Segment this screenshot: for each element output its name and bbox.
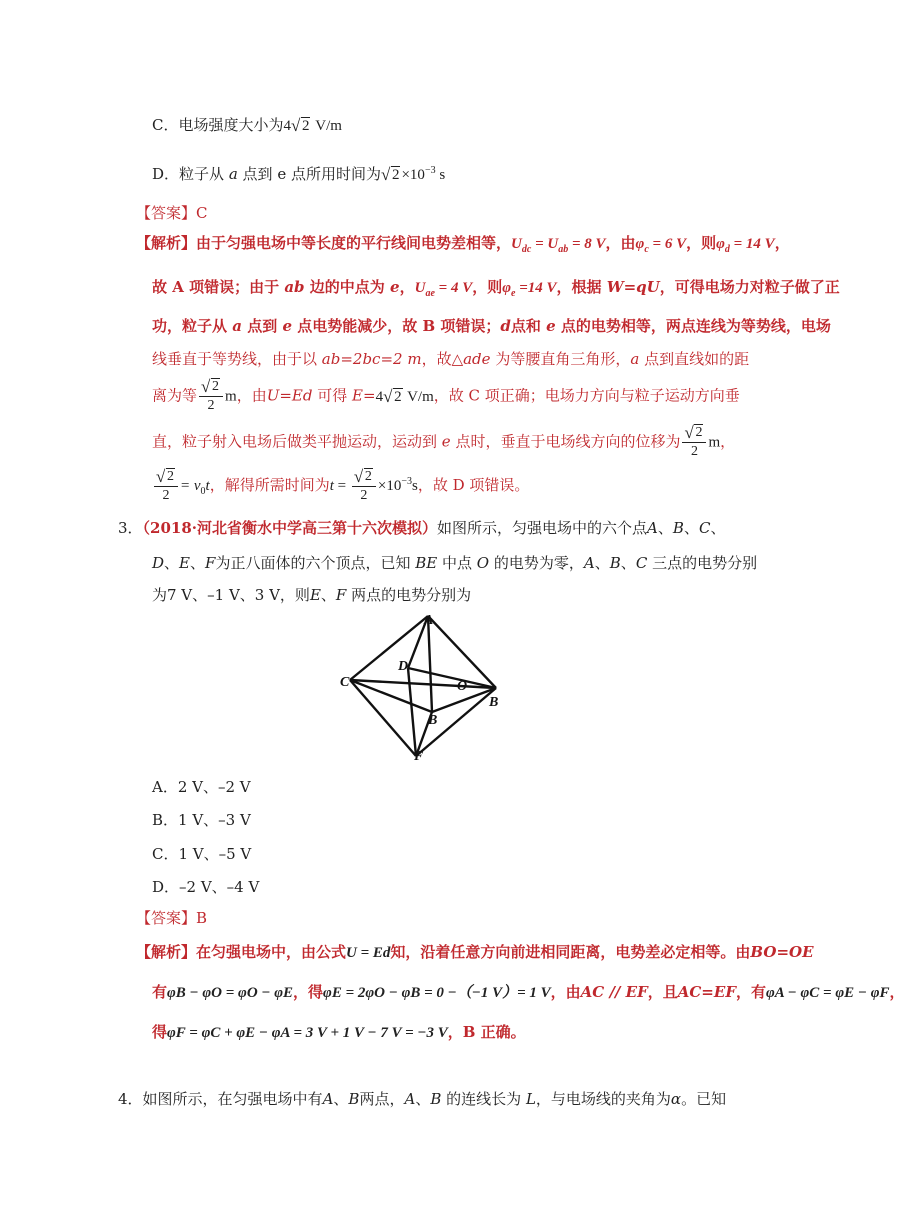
label-E: B [428,713,438,728]
q2-analysis-line-4: 线垂直于等势线，由于以 ab=2bc=2 m，故△ade 为等腰直角三角形，a 点到直线如的距 [152,350,750,368]
q3-line-3: 为7 V、–1 V、3 V，则E、F 两点的电势分别为 [152,586,472,604]
q2-answer: 【答案】C [136,204,208,222]
label-O: O [457,679,468,694]
q3-option-c: C．1 V、–5 V [152,845,252,863]
option-c-text: C．电场强度大小为 [152,116,284,134]
edge-CF [350,680,416,756]
q2-analysis-line-6: 直，粒子射入电场后做类平抛运动，运动到 e 点时，垂直于电场线方向的位移为 √ $\frac{2}{2}$ m， [152,426,735,459]
q3-line-1: 3．（2018·河北省衡水中学高三第十六次模拟）如图所示，匀强电场中的六个点A、B、C、 [118,519,726,537]
q2-analysis-line-7: √ $\frac{2}{2}$ = $v_0t$，解得所需时间为t = √ $\frac{2}{2}$ $\times 10^{-3}s$，故 D 项错误。 [152,470,529,503]
q3-option-b: B．1 V、–3 V [152,811,251,829]
label-D: D [398,659,409,674]
q4-line-1: 4．如图所示，在匀强电场中有A、B两点，A、B 的连线长为 L，与电场线的夹角为α。已知 [118,1090,727,1108]
q2-analysis-line-5: 离为等 √ $\frac{2}{2}$ m，由U=Ed 可得 E=4√ 2 V/m，故 C 项正确；电场力方向与粒子运动方向垂 [152,380,740,413]
q3-option-a: A．2 V、–2 V [152,778,251,796]
label-F: F [414,749,424,764]
option-c-value: 4√ 2 V/m [283,118,341,134]
q2-analysis-line-3: 功，粒子从 a 点到 e 点电势能减少，故 B 项错误；d点和 e 点的电势相等，两点连线为等势线，电场 [152,317,831,335]
q3-analysis-line-2: 有φB − φO = φO − φE，得φE = 2φO − φB = 0 −（−1 V）= 1 V，由AC // EF，且AC=EF，有φA − φC = φE − φF， [152,983,905,1001]
q2-analysis-line-1: 【解析】由于匀强电场中等长度的平行线间电势差相等，$U_{dc} = U_{ab} = 8$ V，由$\varphi_c = 6$ V，则$\varphi_d = 14$ V， [136,234,790,255]
q3-analysis-line-3: 得φF = φC + φE − φA = 3 V + 1 V − 7 V = −3 V，B 正确。 [152,1023,526,1041]
label-B: B [489,695,499,710]
q2-analysis-line-2: 故 A 项错误；由于 ab 边的中点为 e，$U_{ae} = 4$ V，则$\varphi_e =14$ V，根据 W=qU，可得电场力对粒子做了正 [152,278,840,299]
edge-AB2 [428,616,432,712]
option-d [152,166,445,183]
q3-option-d: D．–2 V、–4 V [152,878,260,896]
q3-answer: 【答案】B [136,909,208,927]
option-d-text: D．粒子从 [152,165,225,183]
q3-source: （2018·河北省衡水中学高三第十六次模拟） [142,519,438,537]
q3-analysis-line-1: 【解析】在匀强电场中，由公式U = Ed知，沿着任意方向前进相同距离，电势差必定相等。由BO=OE [136,943,814,961]
option-d-mid: 点到 e 点所用时间为 [242,165,381,183]
edge-DF [408,668,416,756]
q3-line-2: D、E、F为正八面体的六个顶点，已知 BE 中点 O 的电势为零，A、B、C 三点的电势分别 [152,554,758,572]
octahedron-figure [336,610,508,762]
option-d-value: √ $2 \times 10^{-3}$ s [381,167,445,183]
label-A: A [424,613,434,628]
edge-AB [428,616,496,688]
option-c [152,118,342,134]
label-C: C [340,675,350,690]
var-a: a [228,165,238,183]
